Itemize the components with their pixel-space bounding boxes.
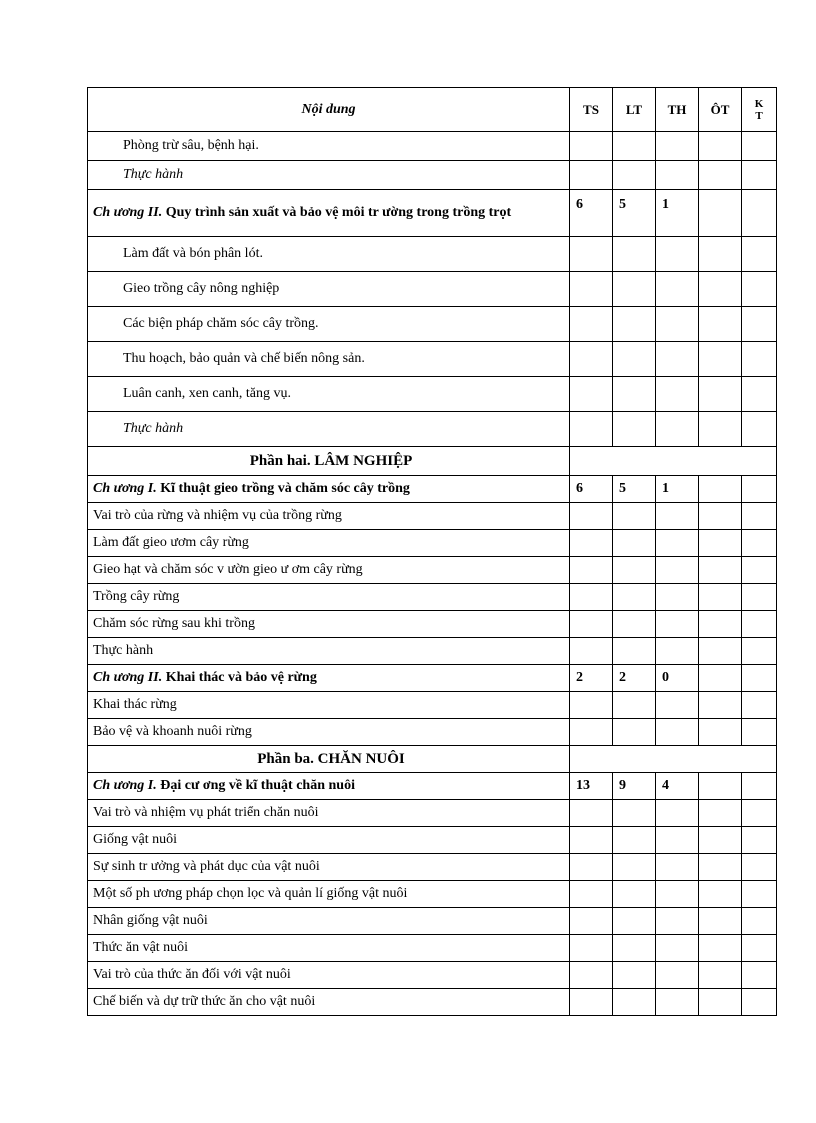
table-row: [88, 800, 777, 827]
table-row: [88, 881, 777, 908]
chapter-text: Khai thác và bảo vệ rừng: [162, 670, 317, 685]
table-row: [88, 530, 777, 557]
table-row: [88, 307, 777, 342]
header-kt-bottom: T: [755, 109, 763, 122]
part-heading-row: [88, 746, 777, 773]
row-label: Sự sinh tr ưởng và phát dục của vật nuôi: [88, 854, 570, 881]
table-row: [88, 377, 777, 412]
table-row: [88, 584, 777, 611]
curriculum-table: [87, 87, 777, 1016]
row-label: Bảo vệ và khoanh nuôi rừng: [88, 719, 570, 746]
chapter-title: [88, 476, 570, 503]
part-heading-row: [88, 447, 777, 476]
th-value: 4: [656, 773, 699, 800]
header-kt: [742, 88, 777, 132]
table-row: [88, 908, 777, 935]
row-label: Thực hành: [88, 638, 570, 665]
table-row: [88, 638, 777, 665]
chapter-prefix: Ch ương I.: [93, 778, 157, 793]
row-label: Thu hoạch, bảo quản và chế biến nông sản.: [88, 342, 570, 377]
chapter-row: [88, 476, 777, 503]
chapter-text: Quy trình sản xuất và bảo vệ môi tr ường trong trồng trọt: [162, 205, 512, 220]
ts-value: 6: [570, 190, 613, 237]
table-row: [88, 611, 777, 638]
table-row: [88, 342, 777, 377]
row-label: Làm đất gieo ươm cây rừng: [88, 530, 570, 557]
row-label: Một số ph ương pháp chọn lọc và quản lí giống vật nuôi: [88, 881, 570, 908]
row-label: Vai trò và nhiệm vụ phát triển chăn nuôi: [88, 800, 570, 827]
table-row: [88, 935, 777, 962]
part-heading-text: Phần hai. LÂM NGHIỆP: [249, 453, 413, 469]
header-content: Nội dung: [88, 88, 570, 132]
table-row: [88, 412, 777, 447]
row-label: Phòng trừ sâu, bệnh hại.: [88, 132, 570, 161]
header-lt: LT: [613, 88, 656, 132]
table-row: [88, 854, 777, 881]
header-th: TH: [656, 88, 699, 132]
header-row: [88, 88, 777, 132]
table-row: [88, 503, 777, 530]
row-label: Làm đất và bón phân lót.: [88, 237, 570, 272]
header-ot: ÔT: [699, 88, 742, 132]
chapter-prefix: Ch ương II.: [93, 205, 163, 220]
lt-value: 5: [613, 476, 656, 503]
row-label: Gieo trồng cây nông nghiệp: [88, 272, 570, 307]
chapter-text: Kĩ thuật gieo trồng và chăm sóc cây trồng: [156, 481, 410, 496]
row-label: Chăm sóc rừng sau khi trồng: [88, 611, 570, 638]
chapter-title: [88, 190, 570, 237]
table-row: [88, 272, 777, 307]
row-label: Thực hành: [88, 412, 570, 447]
table-row: [88, 557, 777, 584]
row-label: Chế biến và dự trữ thức ăn cho vật nuôi: [88, 989, 570, 1016]
row-label: Khai thác rừng: [88, 692, 570, 719]
chapter-title: [88, 773, 570, 800]
th-value: 1: [656, 476, 699, 503]
table-row: [88, 827, 777, 854]
table-row: [88, 132, 777, 161]
row-label: Vai trò của thức ăn đối với vật nuôi: [88, 962, 570, 989]
row-label: Nhân giống vật nuôi: [88, 908, 570, 935]
row-label: Trồng cây rừng: [88, 584, 570, 611]
th-value: 0: [656, 665, 699, 692]
part-heading: [88, 746, 570, 773]
table-row: [88, 692, 777, 719]
table-row: [88, 989, 777, 1016]
chapter-row: [88, 665, 777, 692]
table-row: [88, 719, 777, 746]
lt-value: 9: [613, 773, 656, 800]
chapter-prefix: Ch ương I.: [93, 481, 157, 496]
row-label: Vai trò của rừng và nhiệm vụ của trồng rừng: [88, 503, 570, 530]
ts-value: 2: [570, 665, 613, 692]
table-row: [88, 962, 777, 989]
chapter-text: Đại cư ơng về kĩ thuật chăn nuôi: [156, 778, 355, 793]
part-heading-text: Phần ba. CHĂN NUÔI: [257, 751, 405, 767]
row-label: Luân canh, xen canh, tăng vụ.: [88, 377, 570, 412]
table-row: [88, 161, 777, 190]
row-label: Giống vật nuôi: [88, 827, 570, 854]
row-label: Thực hành: [88, 161, 570, 190]
header-kt-top: K: [754, 97, 764, 110]
row-label: Các biện pháp chăm sóc cây trồng.: [88, 307, 570, 342]
ts-value: 6: [570, 476, 613, 503]
table-row: [88, 237, 777, 272]
lt-value: 2: [613, 665, 656, 692]
row-label: Gieo hạt và chăm sóc v ườn gieo ư ơm cây rừng: [88, 557, 570, 584]
chapter-row: [88, 190, 777, 237]
lt-value: 5: [613, 190, 656, 237]
th-value: 1: [656, 190, 699, 237]
chapter-title: [88, 665, 570, 692]
header-ts: TS: [570, 88, 613, 132]
ts-value: 13: [570, 773, 613, 800]
chapter-row: [88, 773, 777, 800]
row-label: Thức ăn vật nuôi: [88, 935, 570, 962]
chapter-prefix: Ch ương II.: [93, 670, 163, 685]
part-heading: [88, 447, 570, 476]
